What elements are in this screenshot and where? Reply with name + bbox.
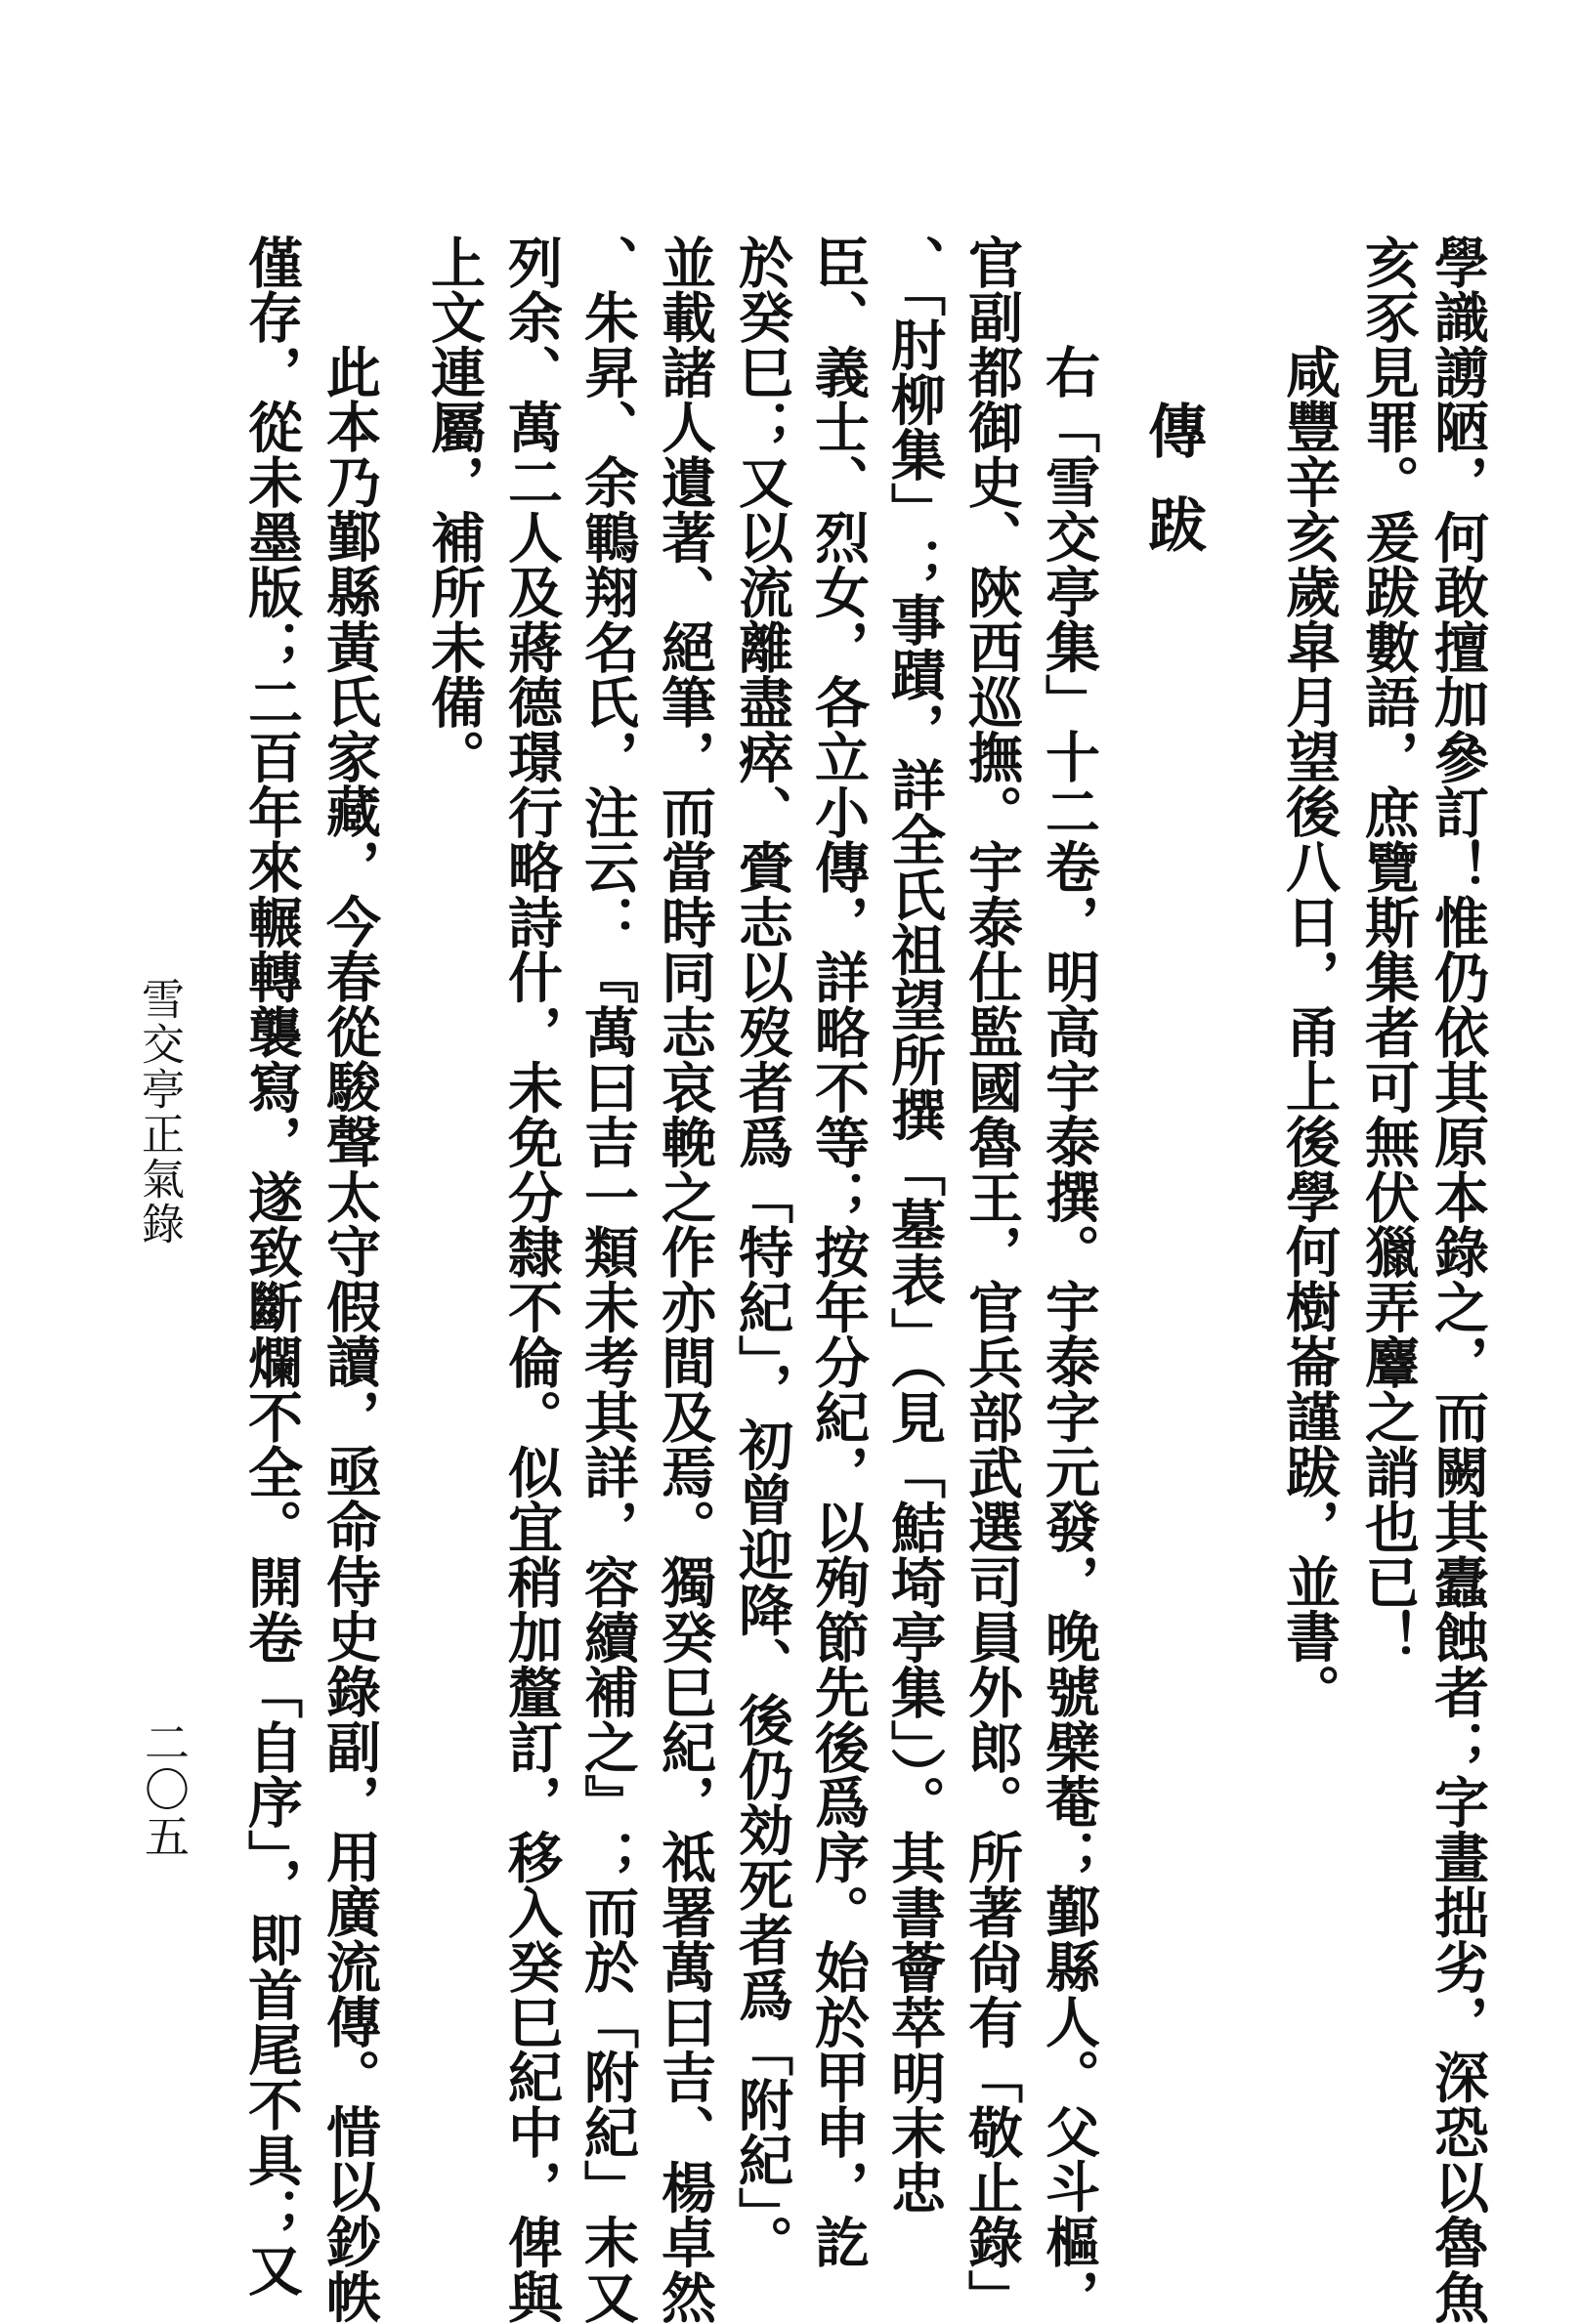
body-line-5: 於癸巳；又以流離盡瘁、賫志以歿者爲「特紀」，初曾迎降、後仍効死者爲「附紀」。	[730, 234, 794, 2270]
preface-line-2: 亥豕見罪。爰跋數語，庶覽斯集者可無伏獵弄麞之誚也已！	[1356, 234, 1421, 1665]
body-line-9: 上文連屬，補所未備。	[422, 234, 487, 784]
body-line-4: 臣、義士、烈女，各立小傳，詳略不等；按年分紀，以殉節先後爲序。始於甲申，訖	[806, 234, 871, 2270]
running-book-title: 雪交亭正氣錄	[134, 977, 184, 1247]
page-number: 二〇五	[138, 1719, 191, 1860]
paragraph2-line-1: 此本乃鄞縣黃氏家藏，今春從駿聲太守假讀，亟命侍史錄副，用廣流傳。惜以鈔帙	[318, 344, 382, 2324]
paragraph2-line-2: 僅存，從未墨版；二百年來輾轉襲寫，遂致斷爛不全。開卷「自序」，即首尾不具；又	[239, 234, 304, 2298]
section-title: 傳跋	[1138, 401, 1207, 588]
body-line-2: 官副都御史、陝西巡撫。宇泰仕監國魯王，官兵部武選司員外郎。所著尙有「敬止錄」	[960, 234, 1024, 2324]
body-line-3: 、「肘柳集」；事蹟，詳全氏祖望所撰「墓表」（見「鮚埼亭集」）。其書薈萃明末忠	[882, 234, 947, 2216]
preface-line-1: 學識謭陋，何敢擅加參訂！惟仍依其原本錄之，而闕其蠹蝕者；字畫拙劣，深恐以魯魚	[1426, 234, 1490, 2324]
body-line-7: 、朱昇、余鶤翔名氏，注云：『萬曰吉一類未考其詳，容續補之』；而於「附紀」末又	[576, 234, 640, 2324]
body-line-1: 右「雪交亭集」十二卷，明高宇泰撰。宇泰字元發，晚號檗菴；鄞縣人。父斗樞，	[1037, 344, 1101, 2324]
body-line-8: 列余、萬二人及蔣德璟行略詩什，未免分隸不倫。似宜稍加釐訂，移入癸巳紀中，俾與	[499, 234, 564, 2324]
preface-signature: 咸豐辛亥歲皐月望後八日，甬上後學何樹崙謹跋，並書。	[1277, 344, 1342, 1719]
body-line-6: 並載諸人遺著、絕筆，而當時同志哀輓之作亦間及焉。獨癸巳紀，祗署萬曰吉、楊卓然	[653, 234, 717, 2324]
